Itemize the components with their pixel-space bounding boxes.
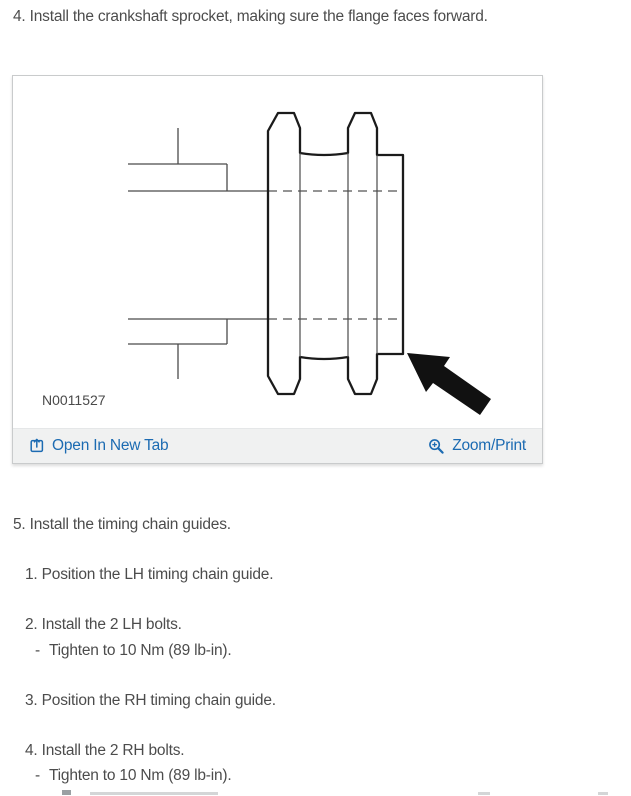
torque-value: Tighten to 10 Nm (89 lb-in). [48,642,232,659]
open-in-new-tab-icon [29,438,45,454]
figure-panel [12,75,543,464]
clipped-next-line-artifact [598,792,608,795]
open-in-new-tab-link[interactable] [29,437,168,455]
clipped-next-line-artifact [90,792,218,795]
torque-dash: - [35,767,40,784]
substep-2-text: 2. Install the 2 LH bolts. [25,616,182,633]
step-5-text: 5. Install the timing chain guides. [13,516,231,533]
clipped-next-line-artifact [62,790,71,795]
figure-toolbar [13,428,542,463]
open-in-new-tab-label: Open In New Tab [52,437,169,454]
flange-pointer-arrow [407,353,491,415]
magnifier-plus-icon [428,438,445,455]
sprocket-inner-edges [300,153,377,357]
sprocket-line-drawing [13,76,542,428]
torque-value: Tighten to 10 Nm (89 lb-in). [48,767,232,784]
shaft-lines-lower [128,319,268,379]
zoom-print-label: Zoom/Print [452,437,526,454]
hidden-center-dashed-lines [268,191,403,319]
substep-4-text: 4. Install the 2 RH bolts. [25,742,185,759]
drawing-id-label: N0011527 [42,392,106,408]
substep-1-text: 1. Position the LH timing chain guide. [25,566,274,583]
sprocket-outline [268,113,403,394]
step-4-text: 4. Install the crankshaft sprocket, making sure the flange faces forward. [13,8,488,25]
crankshaft-sprocket-diagram [13,76,542,428]
zoom-print-link[interactable] [428,437,526,455]
shaft-lines-upper [128,128,268,191]
clipped-next-line-artifact [478,792,490,795]
substep-4-torque [35,767,231,784]
substep-2-torque [35,642,231,659]
torque-dash: - [35,642,40,659]
substep-3-text: 3. Position the RH timing chain guide. [25,692,276,709]
